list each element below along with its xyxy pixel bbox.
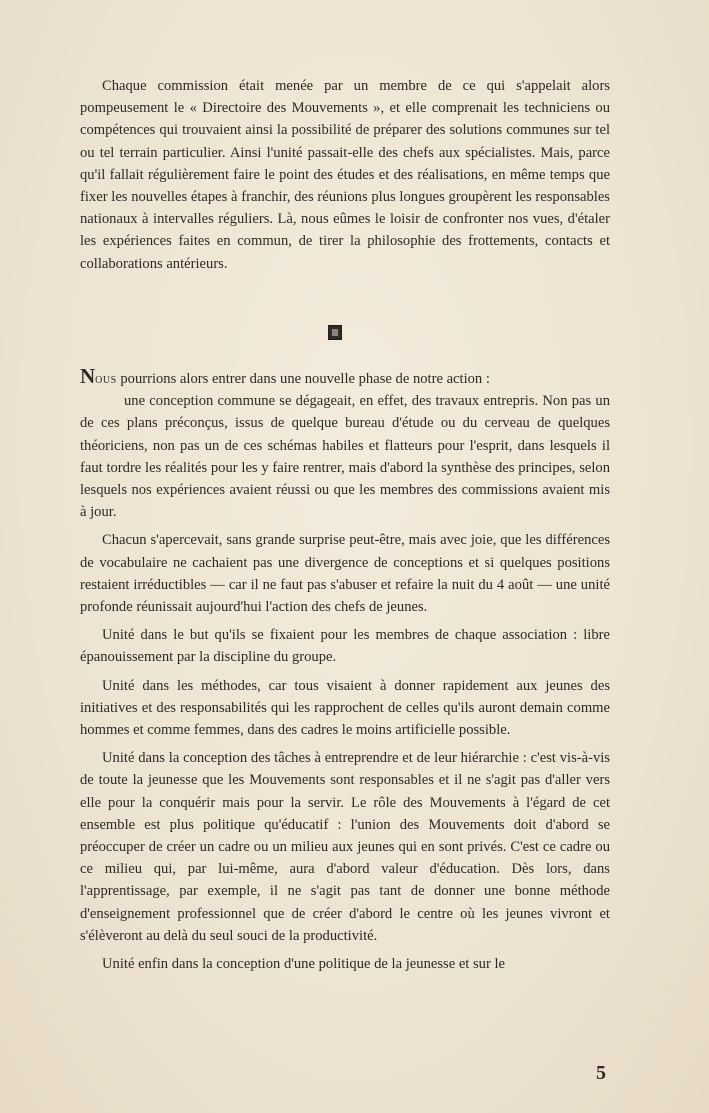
section-2 bbox=[80, 364, 610, 975]
paragraph-unity-profonde: Chacun s'apercevait, sans grande surprise peut-être, mais avec joie, que les différences de vocabulaire ne cachaient pas une divergence de conceptions et si quelques positions restaient irréductibles — car il ne faut pas s'abuser et refaire la nuit du 4 août — une unité profonde réunissait aujourd'hui l'action des chefs de jeunes. bbox=[80, 532, 610, 616]
opening-continuation: une conception commune se dégageait, en effet, des travaux entrepris. Non pas un de ces plans préconçus, issus de quelque bureau d'étude ou du cerveau de quelques théoriciens, non pas un de ces schémas habiles et flatteurs pour l'esprit, dans lesquels il faut tordre les réalités pour les y faire rentrer, mais d'abord la synthèse des principes, selon lesquels nos expériences avaient réussi ou que les membres des commissions avaient mis à jour. bbox=[80, 393, 610, 521]
small-caps-word: ous bbox=[95, 371, 117, 387]
section-break-ornament bbox=[328, 325, 342, 340]
opening-line: pourrions alors entrer dans une nouvelle phase de notre action : bbox=[120, 371, 490, 387]
drop-cap: N bbox=[80, 364, 96, 388]
paragraph-unity-methodes: Unité dans les méthodes, car tous visaient à donner rapidement aux jeunes des initiatives et des responsabilités qui les rapprochent de celles qu'ils auront demain comme hommes et comme femmes, dans des cadres le moins artificielle possible. bbox=[80, 677, 610, 739]
section-1 bbox=[80, 75, 610, 275]
paragraph-commissions: Chaque commission était menée par un membre de ce qui s'appelait alors pompeusement le « Directoire des Mouvements », et elle comprenait les techniciens ou compétences qui trouvaient ainsi la possibilité de préparer des solutions communes sur tel ou tel terrain particulier. Ainsi l'unité passait-elle des chefs aux spécialistes. Mais, parce qu'il fallait régulièrement faire le point des études et des réalisations, en même temps que fixer les nouvelles étapes à franchir, des réunions plus longues groupèrent les responsables nationaux à intervalles réguliers. Là, nous eûmes le loisir de confronter nos vues, d'étaler les expériences faites en commun, de tirer la philosophie des frottements, contacts et collaborations antérieurs. bbox=[80, 78, 610, 272]
page-number: 5 bbox=[596, 1062, 606, 1084]
paragraph-unity-politique: Unité enfin dans la conception d'une politique de la jeunesse et sur le bbox=[102, 956, 506, 973]
paragraph-new-phase bbox=[80, 364, 610, 523]
paragraph-unity-but: Unité dans le but qu'ils se fixaient pour les membres de chaque association : libre épanouissement par la discipline du groupe. bbox=[80, 627, 610, 666]
paragraph-unity-taches: Unité dans la conception des tâches à entreprendre et de leur hiérarchie : c'est vis-à-vis de toute la jeunesse que les Mouvements sont responsables et il ne s'agit pas d'aller vers elle pour la conquérir mais pour la servir. Le rôle des Mouvements à l'égard de cet ensemble est plus politique qu'éducatif : l'union des Mouvements doit d'abord se préoccuper de créer un cadre ou un milieu aux jeunes qui en sont privés. C'est ce cadre ou ce milieu qui, par lui-même, aura d'abord valeur d'éducation. Dès lors, dans l'apprentissage, par exemple, il ne s'agit pas tant de donner une bonne méthode d'enseignement professionnel que de créer d'abord le centre où les jeunes vivront et s'élèveront au delà du seul souci de la productivité. bbox=[80, 750, 610, 944]
